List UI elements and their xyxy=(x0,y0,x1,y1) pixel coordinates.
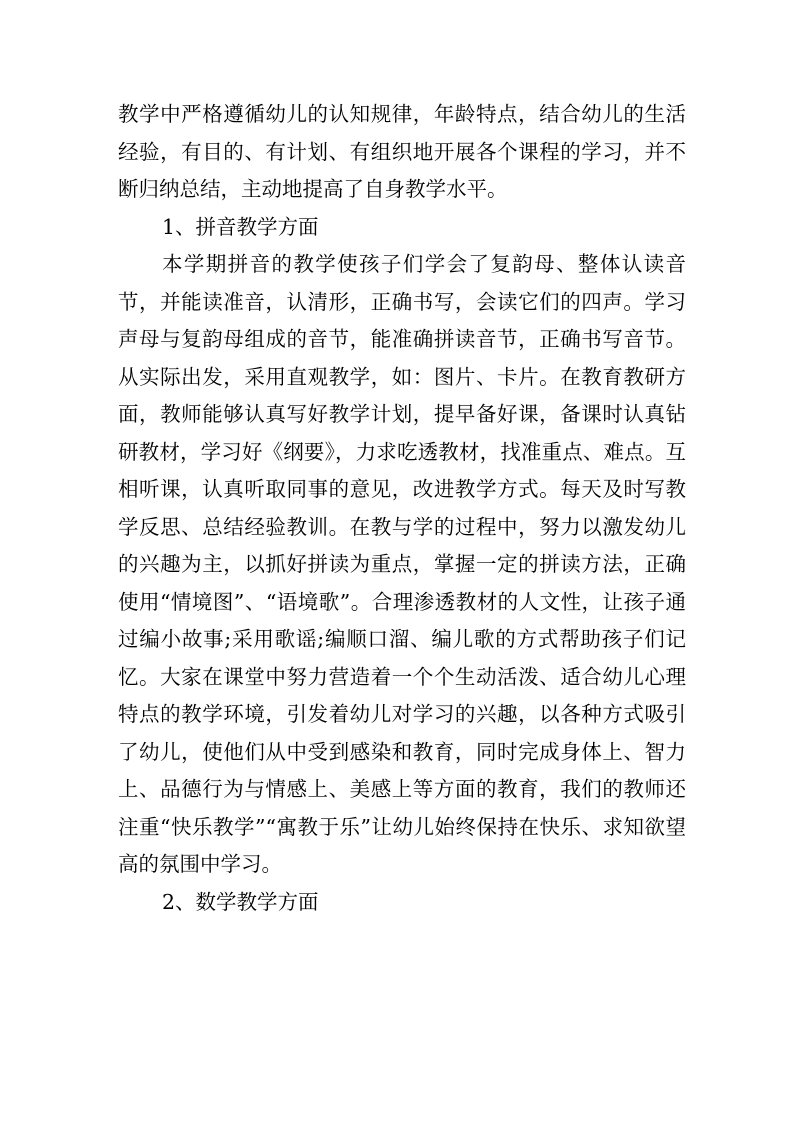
section-heading-math: 2、数学教学方面 xyxy=(162,889,319,914)
paragraph-intro: 教学中严格遵循幼儿的认知规律，年龄特点，结合幼儿的生活经验，有目的、有计划、有组织地开展各个课程的学习，并不断归纳总结，主动地提高了自身教学水平。 xyxy=(118,102,686,201)
paragraph-pinyin-teaching: 本学期拼音的教学使孩子们学会了复韵母、整体认读音节，并能读准音，认清形，正确书写，会读它们的四声。学习声母与复韵母组成的音节，能准确拼读音节，正确书写音节。从实际出发，采用直观教学，如：图片、卡片。在教育教研方面，教师能够认真写好教学计划，提早备好课，备课时认真钻研教材，学习好《纲要》，力求吃透教材，找准重点、难点。互相听课，认真听取同事的意见，改进教学方式。每天及时写教学反思、总结经验教训。在教与学的过程中，努力以激发幼儿的兴趣为主，以抓好拼读为重点，掌握一定的拼读方法，正确使用“情境图”、“语境歌”。合理渗透教材的人文性，让孩子通过编小故事;采用歌谣;编顺口溜、编儿歌的方式帮助孩子们记忆。大家在课堂中努力营造着一个个生动活泼、适合幼儿心理特点的教学环境，引发着幼儿对学习的兴趣，以各种方式吸引了幼儿，使他们从中受到感染和教育，同时完成身体上、智力上、品德行为与情感上、美感上等方面的教育，我们的教师还注重“快乐教学”“寓教于乐”让幼儿始终保持在快乐、求知欲望高的氛围中学习。 xyxy=(118,252,686,876)
section-heading-pinyin: 1、拼音教学方面 xyxy=(162,214,319,239)
document-body xyxy=(118,96,686,921)
